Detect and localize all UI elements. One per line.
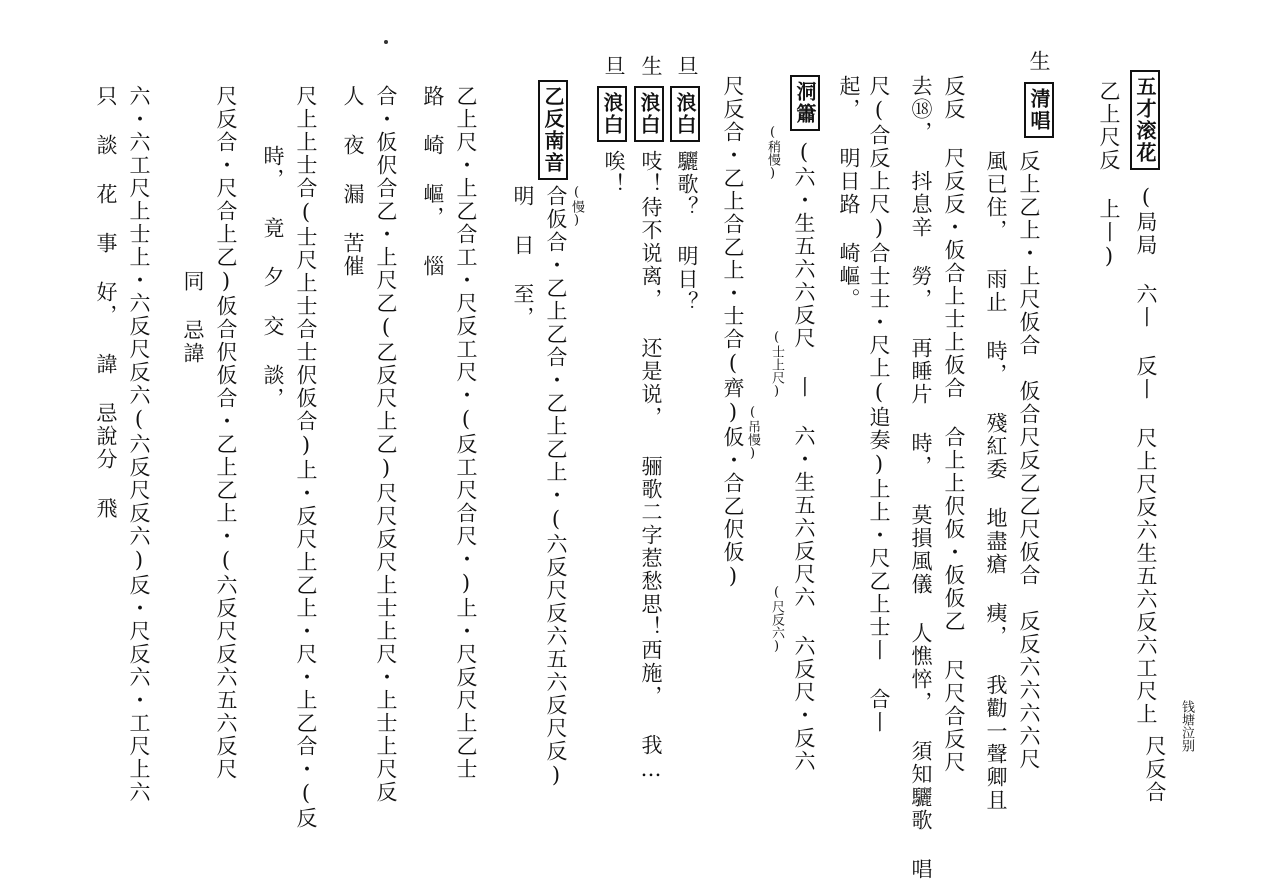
intro-notation-2: 乙上尺反 上丨) — [1097, 80, 1121, 270]
nanyin-notation-2: 乙上尺・上乙合工・尺反工尺・(反工尺合尺・)上・尺反尺上乙士 — [454, 85, 478, 781]
role-dan-1: 旦 — [675, 55, 699, 78]
yifan-nanyin-label: 乙反南音 — [538, 80, 568, 180]
dongxiao-notation: (六・生五六六反尺 丨 六・生五六反尺六 六反尺・反六 — [792, 140, 816, 773]
lyric-line-3: 起， 明日路 崎嶇。 — [837, 75, 861, 311]
tune-notation: 尺反合 — [1143, 735, 1167, 804]
intro-notation: (局局 六丨 反丨 尺上尺反六生五六反六工尺上 — [1134, 185, 1158, 726]
nanyin-notation-1: 合仮合・乙上乙合・乙上乙上・(六反尺反六五六反尺反) — [544, 185, 568, 789]
dialogue-3: 唉！ — [602, 150, 626, 196]
dialogue-1: 驪歌？ 明日？ — [675, 150, 699, 314]
notation-line-1: 反上乙上・上尺仮合 仮合尺反乙乙尺仮合 反反六六六六尺 — [1017, 150, 1041, 771]
nanyin-lyric-2: 路 崎 嶇， 惱 — [421, 85, 445, 278]
nanyin-lyric-3: 人 夜 漏 苦催 — [341, 85, 365, 278]
langbai-label-1: 浪白 — [670, 86, 700, 142]
dongxiao-label: 洞簫 — [790, 75, 820, 131]
tune-name: 钱塘泣别 — [1179, 700, 1194, 752]
tempo-man: (慢) — [569, 185, 584, 228]
lyric-line-1: 風已住， 雨止 時， 殘紅委 地盡瘡 痍， 我勸一聲卿且 — [984, 150, 1008, 812]
nanyin-notation-5: 尺反合・尺合上乙)仮合伬仮合・乙上乙上・(六反尺反六五六反尺 — [214, 85, 238, 781]
tempo-diaoman: (吊慢) — [745, 405, 760, 461]
dongxiao-sub-1: (士上尺) — [769, 330, 784, 399]
nanyin-lyric-5: 同 忌諱 — [181, 270, 205, 365]
nanyin-notation-4: 尺上上士合(士尺上士合士伬仮合)上・反尺上乙上・尺・上乙合・(反 — [294, 85, 318, 830]
tempo-shaoman: (稍慢) — [765, 125, 780, 181]
dongxiao-notation-2: 尺反合・乙上合乙上・士合(齊)仮・合乙伬仮) — [721, 75, 745, 590]
scan-dot — [384, 40, 388, 44]
langbai-label-2: 浪白 — [634, 86, 664, 142]
role-dan-2: 旦 — [602, 55, 626, 78]
nanyin-notation-6: 六・六工尺上士上・六反尺反六(六反尺反六)反・尺反六・工尺上六 — [127, 85, 151, 804]
dongxiao-sub-2: (尺反六) — [769, 585, 784, 654]
lyric-line-2: 去⑱， 抖息辛 勞， 再睡片 時， 莫損風儀 人憔悴， 須知驪歌 唱 — [909, 75, 933, 881]
piece-title: 五才滚花 — [1130, 70, 1160, 170]
langbai-label-3: 浪白 — [597, 86, 627, 142]
notation-line-2: 反反 尺反反・仮合上士上仮合 合上上伬仮・仮仮乙 尺尺合反尺 — [942, 75, 966, 774]
role-sheng: 生 — [1027, 50, 1051, 73]
dialogue-2: 吱！待不说离， 还是说， 骊歌二字惹愁思！西施， 我… — [639, 150, 663, 783]
nanyin-lyric-6: 只 談 花 事 好， 諱 忌說分 飛 — [94, 85, 118, 520]
qingchang-label: 清唱 — [1024, 82, 1054, 138]
nanyin-notation-3: 合・仮伬合乙・上尺乙(乙反尺上乙)尺尺反尺上士上尺・上士上尺反 — [374, 85, 398, 804]
notation-line-3: 尺(合反上尺)合士士・尺上(追奏)上上・尺乙上士丨 合丨 — [867, 75, 891, 734]
nanyin-lyric-4: 時， 竟 夕 交 談， — [261, 145, 285, 410]
role-sheng-2: 生 — [639, 55, 663, 78]
nanyin-lyric-1: 明 日 至， — [511, 185, 535, 329]
